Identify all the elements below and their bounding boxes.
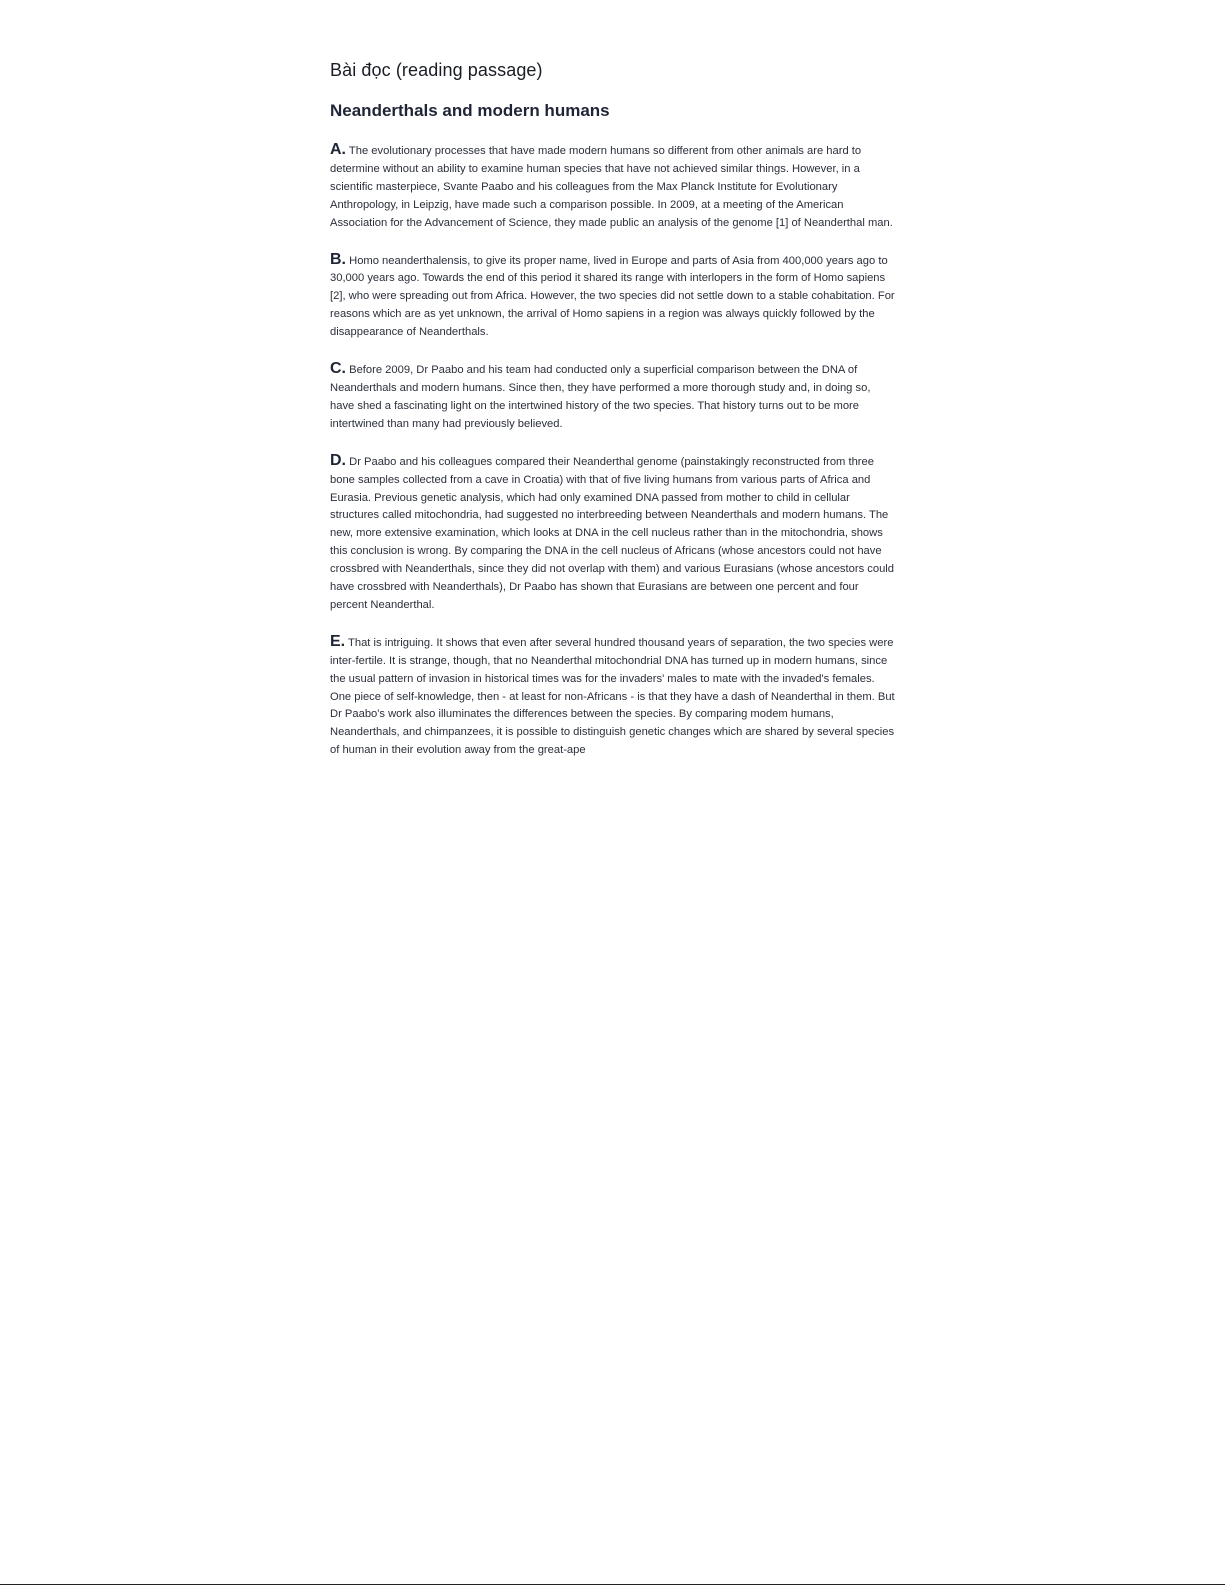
- paragraph-text: Dr Paabo and his colleagues compared their Neanderthal genome (painstakingly reconstructed from three bone samples collected from a cave in Croatia) with that of five living humans from various parts of Africa and Eurasia. Previous genetic analysis, which had only examined DNA passed from mother to child in cellular structures called mitochondria, had suggested no interbreeding between Neanderthals and modern humans. The new, more extensive examination, which looks at DNA in the cell nucleus rather than in the mitochondria, shows this conclusion is wrong. By comparing the DNA in the cell nucleus of Africans (whose ancestors could not have crossbred with Neanderthals, since they did not overlap with them) and various Eurasians (whose ancestors could have crossbred with Neanderthals), Dr Paabo has shown that Eurasians are between one percent and four percent Neanderthal.: [330, 455, 895, 611]
- paragraph-a: [330, 141, 897, 233]
- paragraph-text: The evolutionary processes that have made modern humans so different from other animals are hard to determine without an ability to examine human species that have not achieved similar things. However, in a scientific masterpiece, Svante Paabo and his colleagues from the Max Planck Institute for Evolutionary Anthropology, in Leipzig, have made such a comparison possible. In 2009, at a meeting of the American Association for the Advancement of Science, they made public an analysis of the genome [1] of Neanderthal man.: [330, 145, 893, 229]
- paragraph-letter: B.: [330, 250, 346, 268]
- reading-passage: [330, 60, 897, 777]
- paragraph-letter: D.: [330, 451, 346, 469]
- paragraph-letter: C.: [330, 360, 346, 378]
- paragraph-text: Homo neanderthalensis, to give its proper name, lived in Europe and parts of Asia from 400,000 years ago to 30,000 years ago. Towards the end of this period it shared its range with interlopers in the form of Homo sapiens [2], who were spreading out from Africa. However, the two species did not settle down to a stable cohabitation. For reasons which are as yet unknown, the arrival of Homo sapiens in a region was always quickly followed by the disappearance of Neanderthals.: [330, 254, 895, 339]
- paragraph-text: Before 2009, Dr Paabo and his team had conducted only a superficial comparison between the DNA of Neanderthals and modern humans. Since then, they have performed a more thorough study and, in doing so, have shed a fascinating light on the intertwined history of the two species. That history turns out to be more intertwined than many had previously believed.: [330, 364, 871, 430]
- paragraph-text: That is intriguing. It shows that even after several hundred thousand years of separation, the two species were inter-fertile. It is strange, though, that no Neanderthal mitochondrial DNA has turned up in modern humans, since the usual pattern of invasion in historical times was for the invaders' males to mate with the invaded's females. One piece of self-knowledge, then - at least for non-Africans - is that they have a dash of Neanderthal in them. But Dr Paabo's work also illuminates the differences between the species. By comparing modem humans, Neanderthals, and chimpanzees, it is possible to distinguish genetic changes which are shared by several species of human in their evolution away from the great-ape: [330, 636, 895, 757]
- paragraph-d: [330, 452, 897, 615]
- passage-title: Neanderthals and modern humans: [330, 101, 610, 120]
- paragraph-letter: A.: [330, 141, 346, 158]
- paragraph-letter: E.: [330, 632, 346, 650]
- paragraph-e: [330, 633, 897, 759]
- paragraph-b: [330, 251, 897, 343]
- section-label: Bài đọc (reading passage): [330, 60, 543, 80]
- paragraph-c: [330, 360, 897, 434]
